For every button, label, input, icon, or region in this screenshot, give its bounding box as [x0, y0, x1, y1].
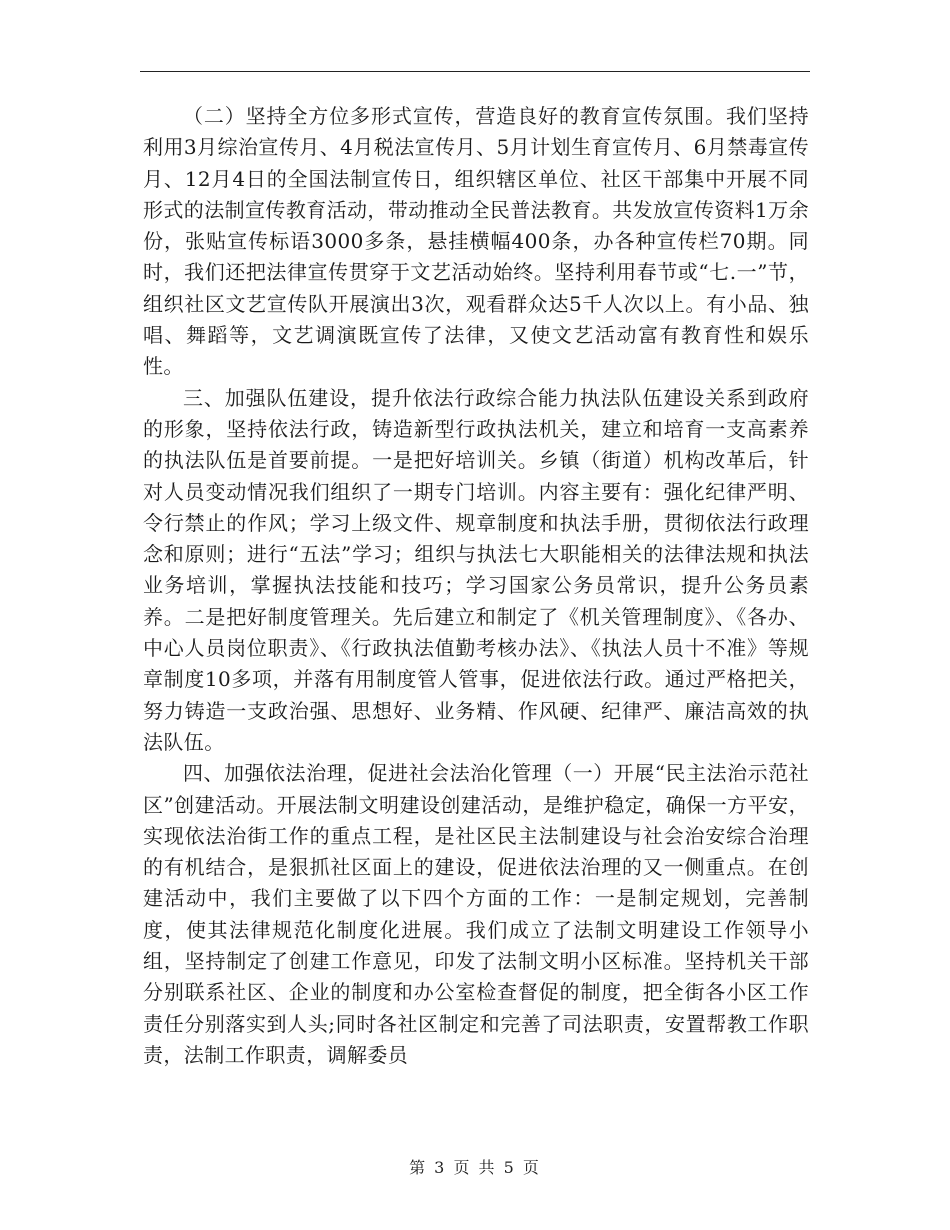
paragraph-legal-governance: 四、加强依法治理，促进社会法治化管理（一）开展“民主法治示范社区”创建活动。开展法制文明建设创建活动，是维护稳定，确保一方平安，实现依法治街工作的重点工程，是社区民主法制建设与社会治安综合治理的有机结合，是狠抓社区面上的建设，促进依法治理的又一侧重点。在创建活动中，我们主要做了以下四个方面的工作：一是制定规划，完善制度，使其法律规范化制度化进展。我们成立了法制文明建设工作领导小组，坚持制定了创建工作意见，印发了法制文明小区标准。坚持机关干部分别联系社区、企业的制度和办公室检查督促的制度，把全街各小区工作责任分别落实到人头;同时各社区制定和完善了司法职责，安置帮教工作职责，法制工作职责，调解委员 — [143, 761, 809, 1067]
paragraph-propaganda: （二）坚持全方位多形式宣传，营造良好的教育宣传氛围。我们坚持利用3月综治宣传月、4月税法宣传月、5月计划生育宣传月、6月禁毒宣传月、12月4日的全国法制宣传日，组织辖区单位、社区干部集中开展不同形式的法制宣传教育活动，带动推动全民普法教育。共发放宣传资料1万余份，张贴宣传标语3000多条，悬挂横幅400条，办各种宣传栏70期。同时，我们还把法律宣传贯穿于文艺活动始终。坚持利用春节或“七.一”节，组织社区文艺宣传队开展演出3次，观看群众达5千人次以上。有小品、独唱、舞蹈等，文艺调演既宣传了法律，又使文艺活动富有教育性和娱乐性。 — [143, 104, 809, 379]
header-rule — [140, 71, 810, 72]
document-body — [143, 101, 809, 1071]
page-number: 第 3 页 共 5 页 — [409, 1158, 541, 1177]
paragraph-team-building: 三、加强队伍建设，提升依法行政综合能力执法队伍建设关系到政府的形象，坚持依法行政，铸造新型行政执法机关，建立和培育一支高素养的执法队伍是首要前提。一是把好培训关。乡镇（街道）机构改革后，针对人员变动情况我们组织了一期专门培训。内容主要有：强化纪律严明、令行禁止的作风；学习上级文件、规章制度和执法手册，贯彻依法行政理念和原则；进行“五法”学习；组织与执法七大职能相关的法律法规和执法业务培训，掌握执法技能和技巧；学习国家公务员常识，提升公务员素养。二是把好制度管理关。先后建立和制定了《机关管理制度》、《各办、中心人员岗位职责》、《行政执法值勤考核办法》、《执法人员十不准》等规章制度10多项，并落有用制度管人管事，促进依法行政。通过严格把关，努力铸造一支政治强、思想好、业务精、作风硬、纪律严、廉洁高效的执法队伍。 — [143, 385, 809, 754]
